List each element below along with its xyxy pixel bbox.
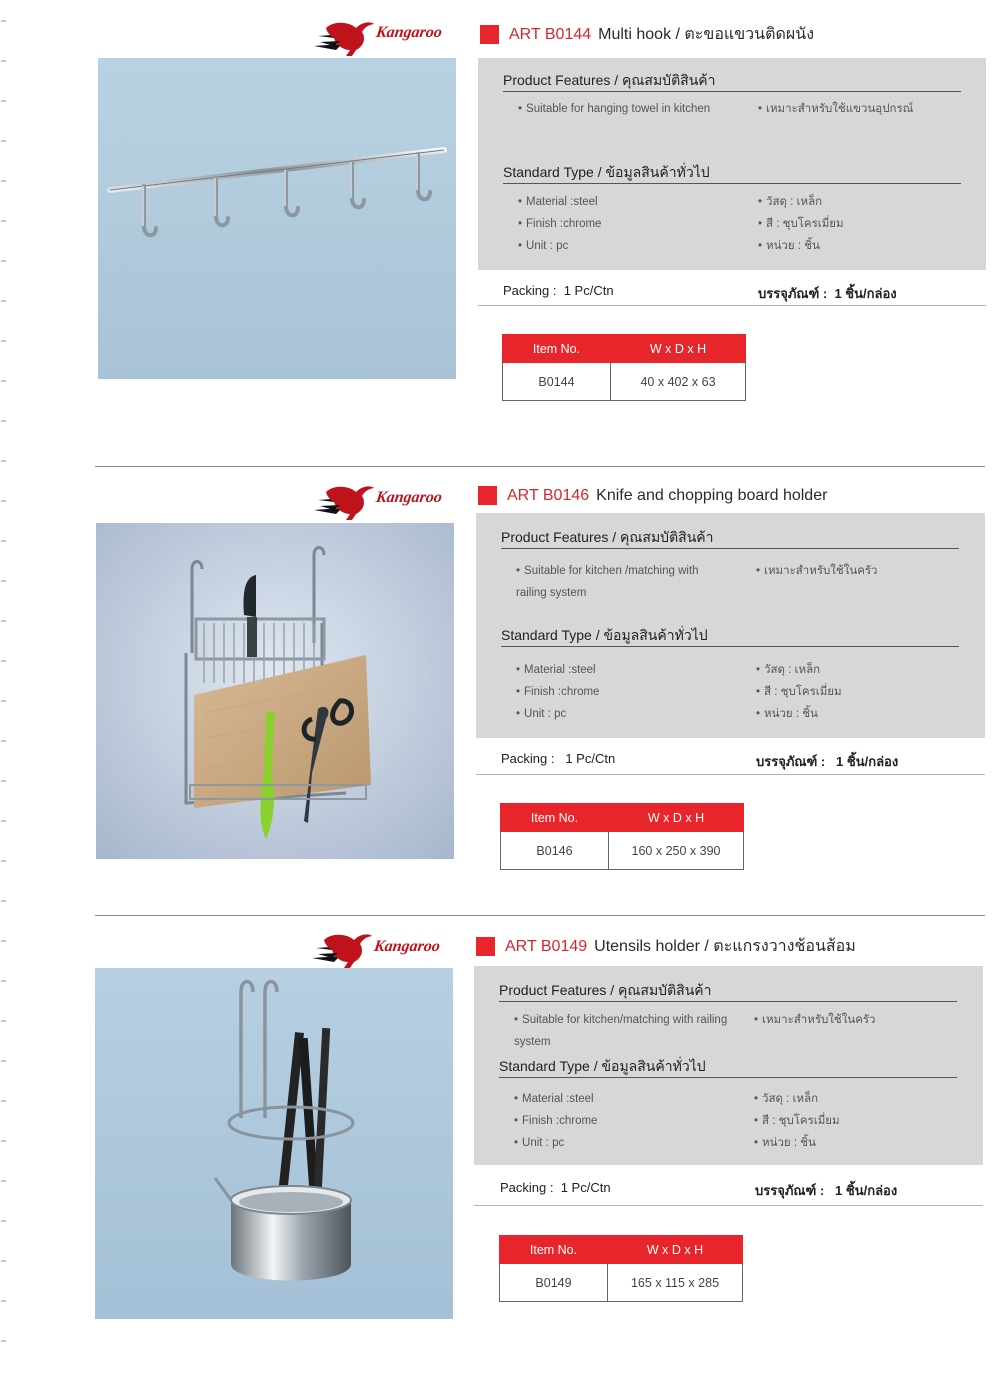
section-divider	[95, 915, 985, 916]
feature-th: • เหมาะสำหรับใช้ในครัว	[754, 1014, 876, 1026]
brand-wordmark: Kangaroo	[374, 24, 444, 41]
spec-unit: • Unit : pc	[514, 1137, 565, 1149]
dimensions-table	[502, 334, 746, 401]
feature-th: • เหมาะสำหรับใช้ในครัว	[756, 565, 878, 577]
features-heading: Product Features / คุณสมบัติสินค้า	[501, 529, 714, 545]
item-no-cell: B0146	[501, 832, 609, 870]
col-item-no: Item No.	[501, 804, 609, 832]
spec-finish-th: • สี : ชุบโครเมี่ยม	[758, 218, 844, 230]
spec-finish: • Finish :chrome	[518, 218, 602, 230]
standard-rule	[499, 1077, 957, 1078]
dimensions-table	[500, 803, 744, 870]
packing-en: Packing : 1 Pc/Ctn	[501, 751, 616, 766]
spec-material: • Material :steel	[516, 664, 596, 676]
standard-rule	[503, 183, 961, 184]
spec-unit-th: • หน่วย : ชิ้น	[756, 708, 818, 720]
multi-hook-photo	[98, 58, 456, 379]
item-no-cell: B0144	[503, 363, 611, 401]
feature-en: • Suitable for kitchen /matching with railing system	[516, 565, 699, 599]
standard-rule	[501, 646, 959, 647]
spec-material-th: • วัสดุ : เหล็ก	[756, 664, 821, 676]
standard-heading: Standard Type / ข้อมูลสินค้าทั่วไป	[501, 627, 708, 643]
feature-th: • เหมาะสำหรับใช้แขวนอุปกรณ์	[758, 103, 914, 115]
spec-material: • Material :steel	[514, 1093, 594, 1105]
dimensions-table	[499, 1235, 743, 1302]
product-name: Knife and chopping board holder	[596, 486, 828, 504]
spec-material: • Material :steel	[518, 196, 598, 208]
kangaroo-logo-icon	[310, 928, 375, 970]
spec-unit-th: • หน่วย : ชิ้น	[758, 240, 820, 252]
col-dimensions: W x D x H	[608, 1236, 743, 1264]
standard-heading: Standard Type / ข้อมูลสินค้าทั่วไป	[499, 1058, 706, 1074]
red-square-marker	[476, 937, 495, 956]
brand-wordmark: Kangaroo	[372, 938, 442, 955]
section-divider	[95, 466, 985, 467]
col-dimensions: W x D x H	[611, 335, 746, 363]
red-square-marker	[480, 25, 499, 44]
knife-board-holder-photo	[96, 523, 454, 859]
features-heading: Product Features / คุณสมบัติสินค้า	[503, 72, 716, 88]
spec-panel	[474, 966, 983, 1165]
features-rule	[503, 91, 961, 92]
standard-heading: Standard Type / ข้อมูลสินค้าทั่วไป	[503, 164, 710, 180]
packing-en: Packing : 1 Pc/Ctn	[503, 283, 614, 298]
product-code: ART B0149	[505, 937, 588, 955]
spec-panel	[476, 513, 985, 738]
item-no-cell: B0149	[500, 1264, 608, 1302]
dimensions-cell: 40 x 402 x 63	[611, 363, 746, 401]
utensils-holder-photo	[95, 968, 453, 1319]
features-rule	[499, 1001, 957, 1002]
product-title	[480, 22, 814, 47]
dimensions-cell: 160 x 250 x 390	[609, 832, 744, 870]
spec-finish-th: • สี : ชุบโครเมี่ยม	[756, 686, 842, 698]
brand-wordmark: Kangaroo	[374, 489, 444, 506]
packing-rule	[478, 305, 986, 306]
col-item-no: Item No.	[500, 1236, 608, 1264]
col-item-no: Item No.	[503, 335, 611, 363]
feature-en: • Suitable for kitchen/matching with railing system	[514, 1014, 728, 1048]
spec-finish: • Finish :chrome	[514, 1115, 598, 1127]
spec-material-th: • วัสดุ : เหล็ก	[758, 196, 823, 208]
binding-holes	[0, 0, 8, 1375]
feature-en: • Suitable for hanging towel in kitchen	[518, 103, 711, 115]
spec-unit: • Unit : pc	[518, 240, 569, 252]
kangaroo-logo-icon	[312, 16, 377, 58]
spec-finish: • Finish :chrome	[516, 686, 600, 698]
packing-en: Packing : 1 Pc/Ctn	[500, 1180, 611, 1195]
product-name: Utensils holder / ตะแกรงวางช้อนส้อม	[594, 938, 856, 955]
packing-th: บรรจุภัณฑ์ : 1 ชิ้น/กล่อง	[758, 286, 897, 301]
spec-unit: • Unit : pc	[516, 708, 567, 720]
features-heading: Product Features / คุณสมบัติสินค้า	[499, 982, 712, 998]
spec-finish-th: • สี : ชุบโครเมี่ยม	[754, 1115, 840, 1127]
product-title	[478, 486, 827, 505]
features-rule	[501, 548, 959, 549]
kangaroo-logo-icon	[312, 480, 377, 522]
product-code: ART B0146	[507, 486, 590, 504]
product-name: Multi hook / ตะขอแขวนติดผนัง	[598, 26, 815, 43]
red-square-marker	[478, 486, 497, 505]
col-dimensions: W x D x H	[609, 804, 744, 832]
product-title	[476, 934, 856, 959]
dimensions-cell: 165 x 115 x 285	[608, 1264, 743, 1302]
spec-unit-th: • หน่วย : ชิ้น	[754, 1137, 816, 1149]
product-code: ART B0144	[509, 25, 592, 43]
packing-th: บรรจุภัณฑ์ : 1 ชิ้น/กล่อง	[755, 1183, 898, 1198]
packing-rule	[474, 1205, 983, 1206]
spec-panel	[478, 58, 986, 270]
spec-material-th: • วัสดุ : เหล็ก	[754, 1093, 819, 1105]
packing-th: บรรจุภัณฑ์ : 1 ชิ้น/กล่อง	[756, 754, 899, 769]
packing-rule	[476, 774, 985, 775]
